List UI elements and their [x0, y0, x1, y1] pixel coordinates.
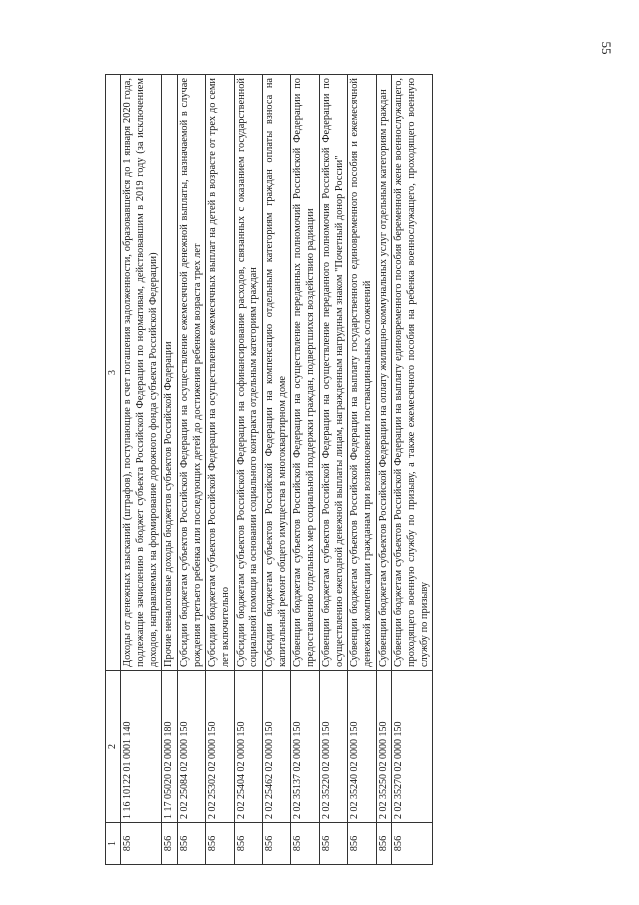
table-row [291, 75, 319, 865]
table-row [376, 75, 392, 865]
description-cell: Прочие неналоговые доходы бюджетов субъектов Российской Федерации [162, 75, 178, 671]
admin-code-cell: 856 [206, 823, 234, 865]
budget-code-cell: 2 02 25084 02 0000 150 [177, 671, 205, 823]
table-row [206, 75, 234, 865]
budget-code-cell: 2 02 35137 02 0000 150 [291, 671, 319, 823]
description-cell: Субсидии бюджетам субъектов Российской Федерации на компенсацию отдельным категориям граждан оплаты взноса на капитальный ремонт общего имущества в многоквартирном доме [263, 75, 291, 671]
description-cell: Доходы от денежных взысканий (штрафов), поступающие в счет погашения задолженности, образовавшейся до 1 января 2020 года, подлежащие зачислению в бюджет субъекта Российской Федерации по нормативам, действовавшим в 2019 году (за исключением доходов, направляемых на формирование дорожного фонда субъекта Российской Федерации) [121, 75, 162, 671]
header-col-1: 1 [106, 823, 121, 865]
description-cell: Субвенции бюджетам субъектов Российской Федерации на осуществление переданного полномочия Российской Федерации по осуществлению ежегодной денежной выплаты лицам, награжденным нагрудным знаком "Почетный донор России" [319, 75, 347, 671]
admin-code-cell: 856 [121, 823, 162, 865]
admin-code-cell: 856 [392, 823, 433, 865]
budget-code-cell: 2 02 25404 02 0000 150 [234, 671, 262, 823]
rotated-table-container [105, 75, 575, 865]
description-cell: Субвенции бюджетам субъектов Российской Федерации на выплату государственного единовременного пособия и ежемесячной денежной компенсации гражданам при возникновении поствакцинальных осложнений [348, 75, 376, 671]
description-cell: Субвенции бюджетам субъектов Российской Федерации на выплату единовременного пособия беременной жене военнослужащего, проходящего военную службу по призыву, а также ежемесячного пособия на ребенка военнослужащего, проходящего военную службу по призыву [392, 75, 433, 671]
table-row [263, 75, 291, 865]
admin-code-cell: 856 [177, 823, 205, 865]
budget-code-cell: 2 02 35270 02 0000 150 [392, 671, 433, 823]
description-cell: Субвенции бюджетам субъектов Российской Федерации на осуществление переданных полномочий Российской Федерации по предоставлению отдельных мер социальной поддержки граждан, подвергшихся воздействию радиации [291, 75, 319, 671]
header-col-2: 2 [106, 671, 121, 823]
budget-code-cell: 2 02 25302 02 0000 150 [206, 671, 234, 823]
admin-code-cell: 856 [291, 823, 319, 865]
admin-code-cell: 856 [348, 823, 376, 865]
description-cell: Субсидии бюджетам субъектов Российской Федерации на софинансирование расходов, связанных с оказанием государственной социальной помощи на основании социального контракта отдельным категориям граждан [234, 75, 262, 671]
table-body [121, 75, 433, 865]
budget-classification-table [105, 74, 433, 865]
budget-code-cell: 2 02 35250 02 0000 150 [376, 671, 392, 823]
admin-code-cell: 856 [263, 823, 291, 865]
budget-code-cell: 1 16 10122 01 0001 140 [121, 671, 162, 823]
table-row [121, 75, 162, 865]
table-row [319, 75, 347, 865]
description-cell: Субсидии бюджетам субъектов Российской Федерации на осуществление ежемесячной денежной выплаты, назначаемой в случае рождения третьего ребенка или последующих детей до достижения ребенком возраста трех лет [177, 75, 205, 671]
table-row [177, 75, 205, 865]
page-number: 55 [599, 41, 614, 55]
budget-code-cell: 2 02 35220 02 0000 150 [319, 671, 347, 823]
admin-code-cell: 856 [376, 823, 392, 865]
table-header-row [106, 75, 121, 865]
budget-code-cell: 2 02 25462 02 0000 150 [263, 671, 291, 823]
description-cell: Субвенции бюджетам субъектов Российской Федерации на оплату жилищно-коммунальных услуг отдельным категориям граждан [376, 75, 392, 671]
table-row [234, 75, 262, 865]
admin-code-cell: 856 [234, 823, 262, 865]
table-row [162, 75, 178, 865]
description-cell: Субсидии бюджетам субъектов Российской Федерации на осуществление ежемесячных выплат на детей в возрасте от трех до семи лет включительно [206, 75, 234, 671]
header-col-3: 3 [106, 75, 121, 671]
admin-code-cell: 856 [162, 823, 178, 865]
budget-code-cell: 2 02 35240 02 0000 150 [348, 671, 376, 823]
table-row [348, 75, 376, 865]
admin-code-cell: 856 [319, 823, 347, 865]
table-row [392, 75, 433, 865]
budget-code-cell: 1 17 05020 02 0000 180 [162, 671, 178, 823]
